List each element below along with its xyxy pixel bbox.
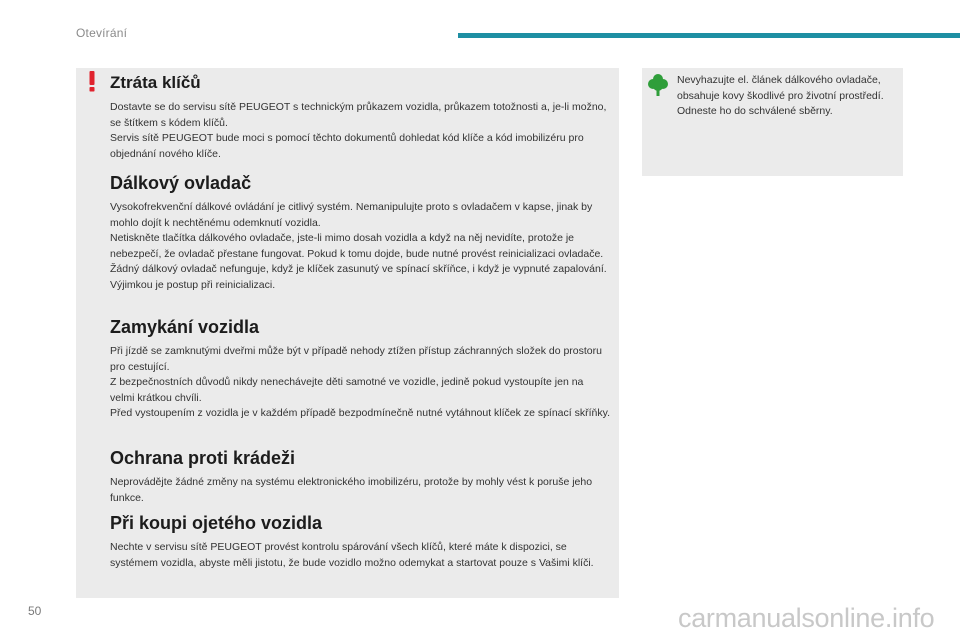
section-title: Ochrana proti krádeži — [110, 448, 296, 468]
section-body: Vysokofrekvenční dálkové ovládání je citlivý systém. Nemanipulujte proto s ovladačem v kapse, jinak by mohlo dojít k nechtěnému odemknutí vozidla. Netiskněte tlačítka dálkového ovladače, jste-li mimo dosah vozidla a když na něj nevidíte, protože je nebezpečí, že ovladač přestane fungovat. Pokud k tomu dojde, bude nutné provést reinicializaci ovladače. Žádný dálkový ovladač nefunguje, když je klíček zasunutý ve spínací skříňce, i když je vypnuté zapalování. Výjimkou je postup při reinicializaci. — [110, 201, 607, 291]
section-body: Dostavte se do servisu sítě PEUGEOT s technickým průkazem vozidla, průkazem totožnosti a, je-li možno, se štítkem s kódem klíčů. Servis sítě PEUGEOT bude moci s pomocí těchto dokumentů dohledat kód klíče a kód imobilizéru pro objednání nového klíče. — [110, 101, 607, 160]
section-title: Ztráta klíčů — [110, 73, 201, 92]
section-title: Zamykání vozidla — [110, 317, 260, 337]
section-body: Neprovádějte žádné změny na systému elektronického imobilizéru, protože by mohly vést k poruše jeho funkce. — [110, 476, 593, 504]
exclamation-icon — [84, 70, 100, 92]
section-lost-keys — [110, 72, 610, 162]
section-body: Nechte v servisu sítě PEUGEOT provést kontrolu spárování všech klíčů, které máte k dispozici, se systémem vozidla, abyste měli jistotu, že bude vozidlo možno odemykat a startovat pouze s Vašimi klíči. — [110, 541, 594, 569]
environment-note-text: Nevyhazujte el. článek dálkového ovladače, obsahuje kovy škodlivé pro životní prostředí. Odneste ho do schválené sběrny. — [677, 74, 884, 117]
eco-tree-icon — [648, 73, 668, 97]
section-body: Při jízdě se zamknutými dveřmi může být v případě nehody ztížen přístup záchranných složek do prostoru pro cestující. Z bezpečnostních důvodů nikdy nenechávejte děti samotné ve vozidle, jedině pokud vystoupíte jen na velmi krátkou chvíli. Před vystoupením z vozidla je v každém případě bezpodmínečně nutné vytáhnout klíček ze spínací skříňky. — [110, 345, 610, 419]
section-title: Dálkový ovladač — [110, 173, 252, 193]
section-anti-theft — [110, 447, 610, 506]
section-locking — [110, 316, 610, 422]
page-number: 50 — [28, 604, 42, 618]
section-remote-control — [110, 172, 610, 293]
section-used-vehicle — [110, 512, 610, 571]
section-title: Při koupi ojetého vozidla — [110, 513, 323, 533]
chapter-title: Otevírání — [76, 26, 128, 40]
watermark: carmanualsonline.info — [678, 603, 935, 633]
chapter-accent-bar — [458, 33, 960, 38]
